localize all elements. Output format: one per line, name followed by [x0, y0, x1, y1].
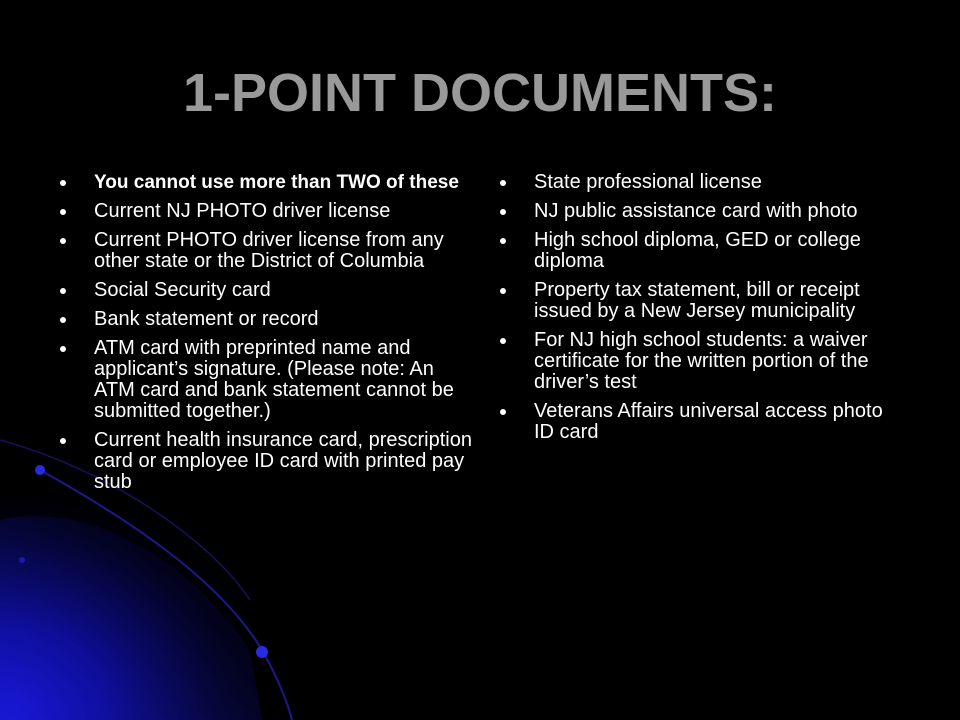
list-item — [60, 309, 472, 330]
bullet-icon — [500, 288, 506, 294]
bullet-icon — [500, 409, 506, 415]
list-item-text: ATM card with preprinted name and applicant’s signature. (Please note: An ATM card and bank statement cannot be submitted together.) — [94, 337, 454, 422]
list-item — [500, 330, 900, 393]
bullet-icon — [500, 238, 506, 244]
list-item-text: High school diploma, GED or college diploma — [534, 229, 861, 272]
list-item — [60, 430, 472, 493]
list-item-text: You cannot use more than TWO of these — [94, 172, 459, 193]
list-item-text: Property tax statement, bill or receipt issued by a New Jersey municipality — [534, 279, 860, 322]
list-item-text: State professional license — [534, 171, 762, 193]
list-item-text: For NJ high school students: a waiver certificate for the written portion of the driver’s test — [534, 329, 869, 393]
list-item-text: Current NJ PHOTO driver license — [94, 200, 391, 222]
bullet-icon — [60, 180, 66, 186]
bullet-icon — [60, 346, 66, 352]
list-item — [500, 401, 900, 443]
decorative-dot — [256, 646, 268, 658]
slide-title: 1-POINT DOCUMENTS: — [183, 63, 777, 123]
bullet-icon — [60, 288, 66, 294]
list-item-text: Bank statement or record — [94, 308, 319, 330]
list-item — [60, 172, 472, 193]
list-item — [60, 230, 472, 272]
left-bullet-list — [60, 172, 472, 501]
list-item-text: NJ public assistance card with photo — [534, 200, 858, 222]
right-bullet-list — [500, 172, 900, 451]
bullet-icon — [60, 238, 66, 244]
list-item-text: Current health insurance card, prescription card or employee ID card with printed pay stub — [94, 429, 472, 493]
list-item — [500, 230, 900, 272]
list-item — [500, 280, 900, 322]
list-item-text: Social Security card — [94, 279, 271, 301]
list-item — [60, 280, 472, 301]
list-item-text: Veterans Affairs universal access photo ID card — [534, 400, 883, 443]
bullet-icon — [60, 438, 66, 444]
list-item — [60, 201, 472, 222]
bullet-icon — [500, 180, 506, 186]
bullet-icon — [500, 338, 506, 344]
bullet-icon — [60, 209, 66, 215]
decorative-dot — [35, 465, 45, 475]
decorative-dot — [19, 557, 25, 563]
bullet-icon — [60, 317, 66, 323]
list-item — [500, 172, 900, 193]
bullet-icon — [500, 209, 506, 215]
list-item-text: Current PHOTO driver license from any other state or the District of Columbia — [94, 229, 444, 272]
list-item — [60, 338, 472, 422]
list-item — [500, 201, 900, 222]
